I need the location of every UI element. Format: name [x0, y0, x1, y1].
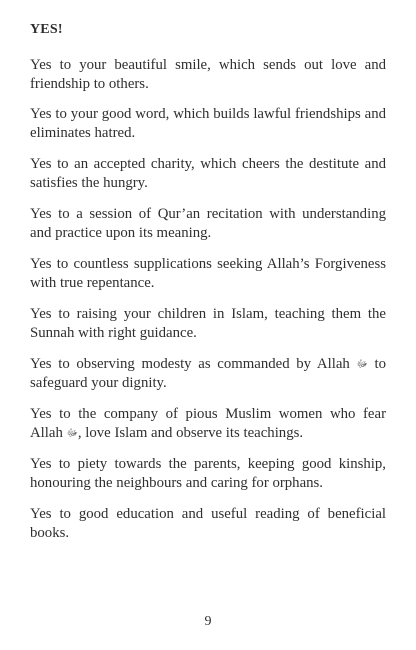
paragraph-education: Yes to good education and useful reading of beneficial books. [30, 506, 386, 541]
paragraph-good-word: Yes to your good word, which builds lawful friendships and eliminates hatred. [30, 106, 386, 141]
page-heading: YES! [30, 22, 63, 37]
paragraph-smile: Yes to your beautiful smile, which sends out love and friendship to others. [30, 57, 386, 92]
paragraph-supplications: Yes to countless supplications seeking Allah’s Forgiveness with true repentance. [30, 256, 386, 291]
paragraph-quran-recitation: Yes to a session of Qur’an recitation with understanding and practice upon its meaning. [30, 206, 386, 241]
honorific-seal-icon: ﷻ [356, 359, 368, 370]
honorific-seal-icon: ﷻ [66, 428, 78, 439]
paragraph-piety-parents: Yes to piety towards the parents, keeping good kinship, honouring the neighbours and caring for orphans. [30, 456, 386, 491]
paragraph-charity: Yes to an accepted charity, which cheers the destitute and satisfies the hungry. [30, 156, 386, 191]
paragraph-pious-company [30, 405, 386, 443]
paragraph-modesty [30, 355, 386, 393]
paragraph-modesty-text-after: to safeguard your dignity. [30, 356, 386, 391]
paragraph-raising-children: Yes to raising your children in Islam, teaching them the Sunnah with right guidance. [30, 306, 386, 341]
paragraph-pious-company-text-after: , love Islam and observe its teachings. [77, 425, 304, 441]
page-number: 9 [204, 614, 212, 629]
paragraph-pious-company-text-before: Yes to the company of pious Muslim women who fear Allah [30, 406, 386, 441]
paragraph-modesty-text-before: Yes to observing modesty as commanded by Allah [30, 356, 350, 372]
